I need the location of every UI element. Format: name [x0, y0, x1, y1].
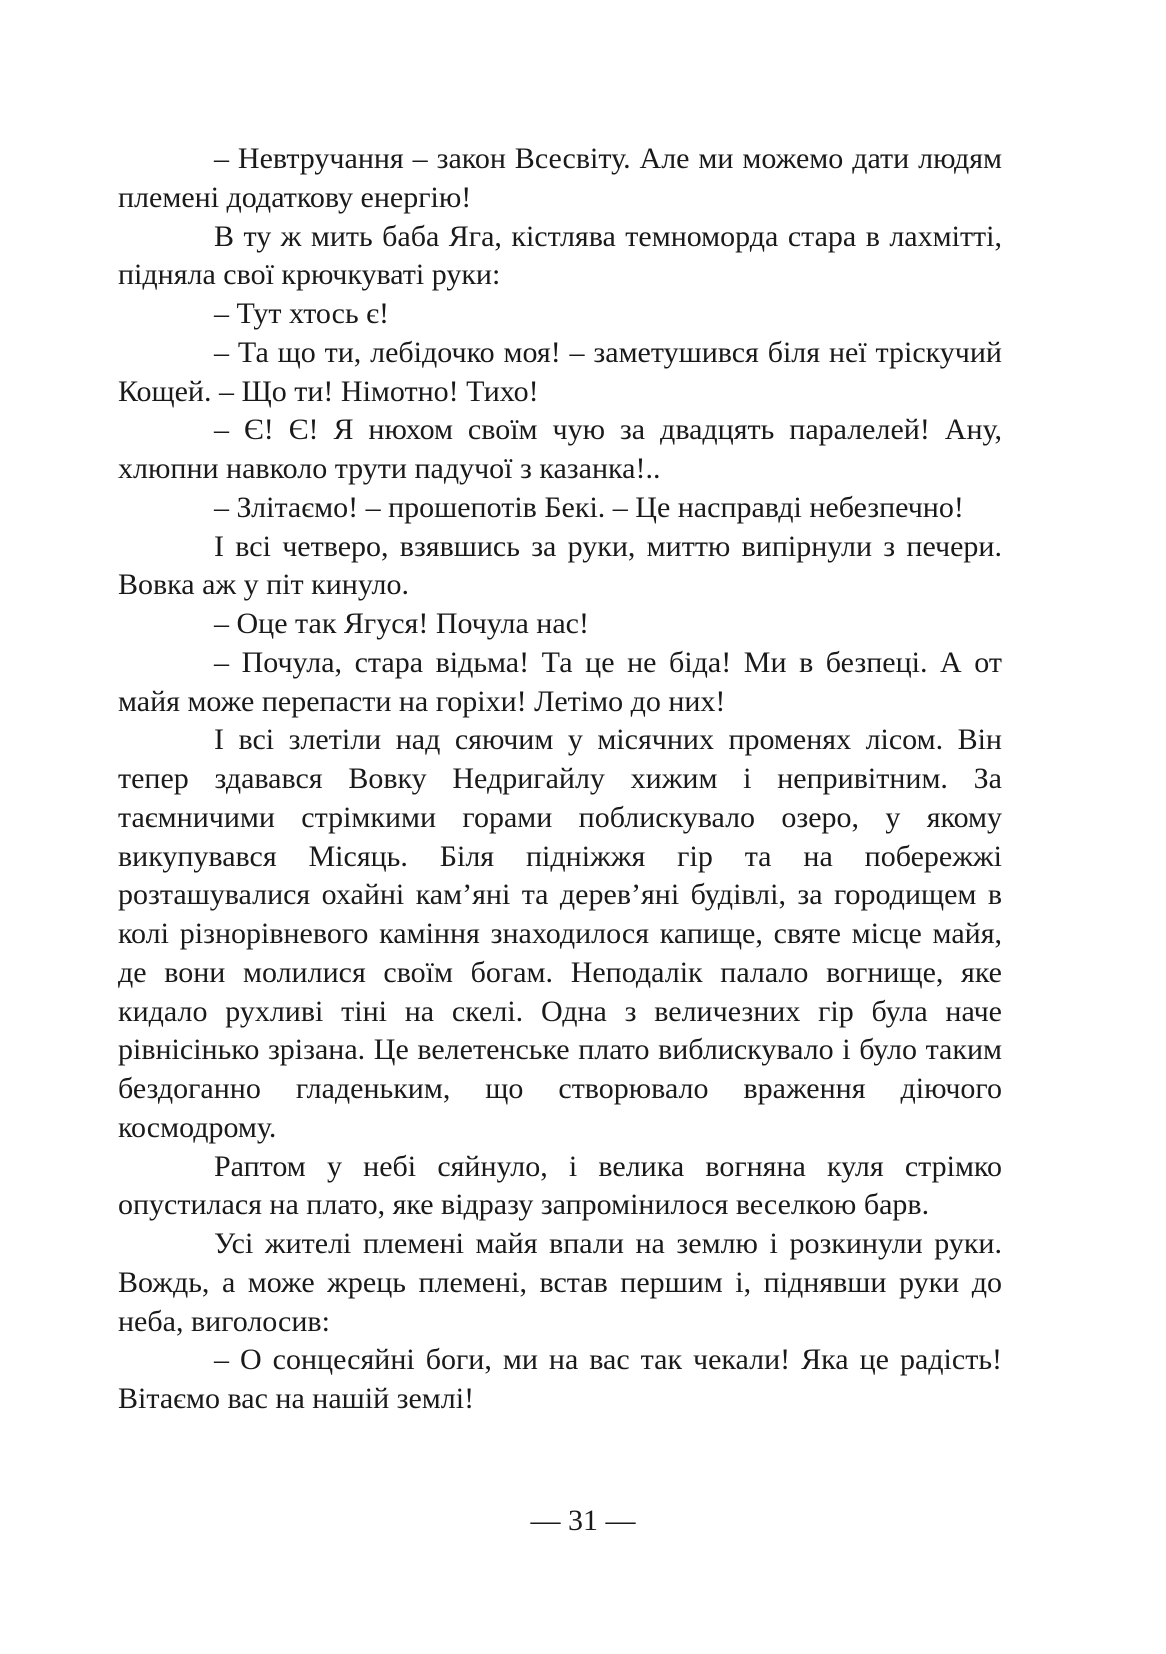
paragraph: І всі четверо, взявшись за руки, миттю випірнули з печери. Вовка аж у піт кинуло.: [118, 529, 1002, 602]
paragraph: – Почула, стара відьма! Та це не біда! Ми в безпеці. А от майя може перепасти на горіхи! Летімо до них!: [118, 645, 1002, 718]
page-text: [118, 140, 1002, 1419]
paragraph: Раптом у небі сяйнуло, і велика вогняна куля стрімко опустилася на плато, яке відразу запромінилося веселкою барв.: [118, 1149, 1002, 1222]
paragraph: В ту ж мить баба Яга, кістлява темноморда стара в лахмітті, підняла свої крючкуваті руки:: [118, 219, 1002, 292]
paragraph: – Невтручання – закон Всесвіту. Але ми можемо дати людям племені додаткову енергію!: [118, 142, 1002, 214]
paragraph: – О сонцесяйні боги, ми на вас так чекали! Яка це радість! Вітаємо вас на нашій землі!: [118, 1343, 1002, 1415]
paragraph: – Оце так Ягуся! Почула нас!: [214, 607, 589, 640]
paragraph: І всі злетіли над сяючим у місячних променях лісом. Він тепер здавався Вовку Недригайлу хижим і непривітним. За таємничими стрімкими горами поблискувало озеро, у якому викупувався Місяць. Біля підніжжя гір та на побережжі розташувалися охайні кам’яні та дерев’яні будівлі, за городищем в колі різнорівневого каміння знаходилося капище, святе місце майя, де вони молилися своїм богам. Неподалік палало вогнище, яке кидало рухливі тіні на скелі. Одна з величезних гір була наче рівнісінько зрізана. Це велетенське плато виблискувало і було таким бездоганно гладеньким, що створювало враження діючого космодрому.: [118, 723, 1002, 1144]
paragraph: – Злітаємо! – прошепотів Бекі. – Це насправді небезпечно!: [214, 490, 964, 524]
paragraph: Усі жителі племені майя впали на землю і розкинули руки. Вождь, а може жрець племені, встав першим і, піднявши руки до неба, виголосив:: [118, 1227, 1002, 1338]
paragraph: – Тут хтось є!: [214, 297, 390, 330]
paragraph: – Є! Є! Я нюхом своїм чую за двадцять паралелей! Ану, хлюпни навколо трути падучої з казанка!..: [118, 413, 1002, 485]
page-number: — 31 —: [530, 1504, 636, 1537]
paragraph: – Та що ти, лебідочко моя! – заметушився біля неї тріскучий Кощей. – Що ти! Німотно! Тихо!: [118, 335, 1002, 408]
